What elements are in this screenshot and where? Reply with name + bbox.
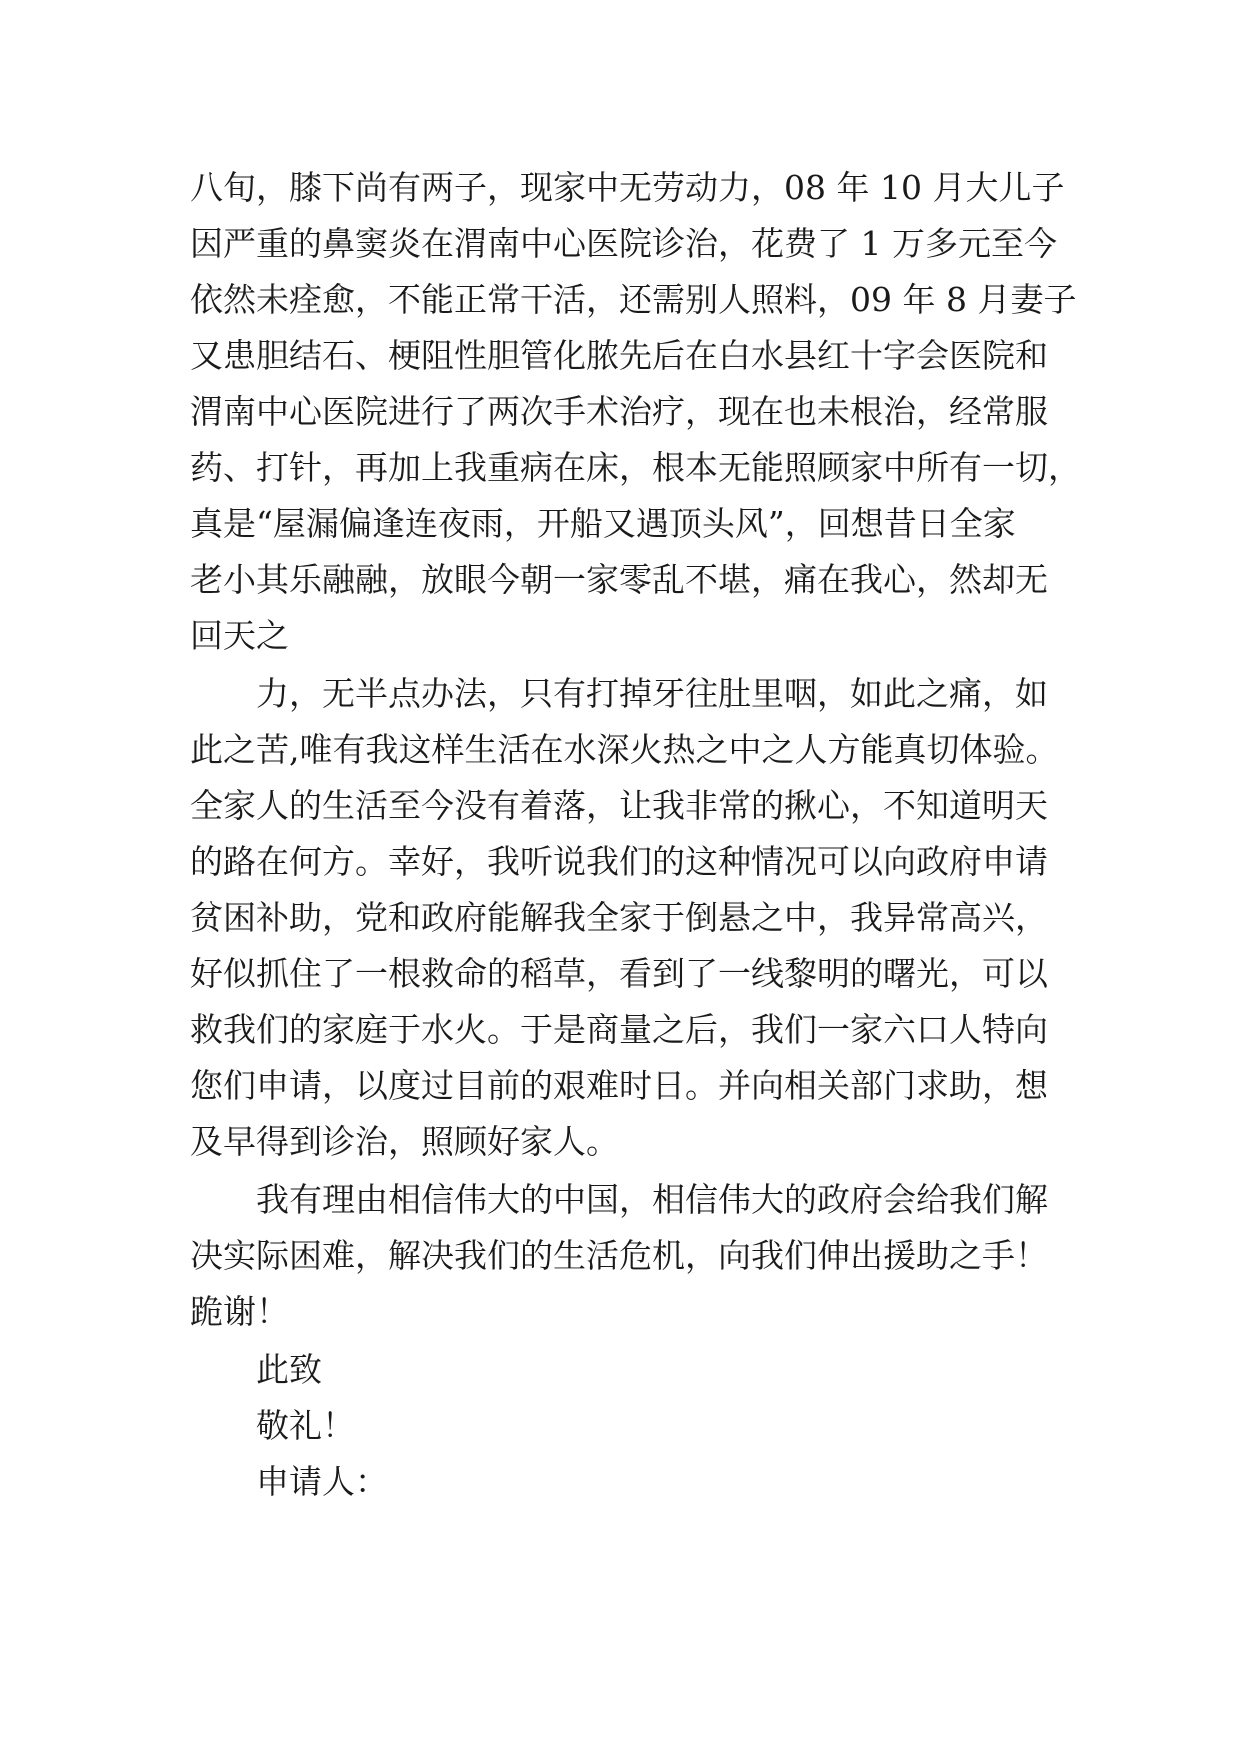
closing-respect: 敬礼！: [256, 1406, 355, 1445]
closing-salutation: 此致: [256, 1350, 322, 1389]
letter-line: 回天之: [190, 616, 289, 655]
letter-line: 及早得到诊治，照顾好家人。: [190, 1122, 619, 1161]
letter-line: 此之苦,唯有我这样生活在水深火热之中之人方能真切体验。: [190, 730, 1059, 769]
paragraph-start-line: 我有理由相信伟大的中国，相信伟大的政府会给我们解: [256, 1180, 1048, 1219]
letter-line: 决实际困难，解决我们的生活危机，向我们伸出援助之手！: [190, 1236, 1048, 1275]
letter-line: 药、打针，再加上我重病在床，根本无能照顾家中所有一切，: [190, 448, 1081, 487]
letter-line: 真是“屋漏偏逢连夜雨，开船又遇顶头风”，回想昔日全家: [190, 504, 1016, 543]
letter-line: 八旬，膝下尚有两子，现家中无劳动力，08 年 10 月大儿子: [190, 168, 1065, 207]
letter-line: 的路在何方。幸好，我听说我们的这种情况可以向政府申请: [190, 842, 1048, 881]
letter-line: 您们申请，以度过目前的艰难时日。并向相关部门求助，想: [190, 1066, 1048, 1105]
letter-line: 跪谢！: [190, 1292, 289, 1331]
letter-line: 贫困补助，党和政府能解我全家于倒悬之中，我异常高兴，: [190, 898, 1048, 937]
letter-line: 老小其乐融融，放眼今朝一家零乱不堪，痛在我心，然却无: [190, 560, 1048, 599]
letter-line: 渭南中心医院进行了两次手术治疗，现在也未根治，经常服: [190, 392, 1048, 431]
letter-line: 救我们的家庭于水火。于是商量之后，我们一家六口人特向: [190, 1010, 1048, 1049]
paragraph-start-line: 力，无半点办法，只有打掉牙往肚里咽，如此之痛，如: [256, 674, 1048, 713]
letter-line: 又患胆结石、梗阻性胆管化脓先后在白水县红十字会医院和: [190, 336, 1048, 375]
letter-line: 因严重的鼻窦炎在渭南中心医院诊治，花费了 1 万多元至今: [190, 224, 1057, 263]
letter-line: 全家人的生活至今没有着落，让我非常的揪心，不知道明天: [190, 786, 1048, 825]
signature-label: 申请人：: [256, 1462, 388, 1501]
letter-line: 依然未痊愈，不能正常干活，还需别人照料，09 年 8 月妻子: [190, 280, 1077, 319]
letter-line: 好似抓住了一根救命的稻草，看到了一线黎明的曙光，可以: [190, 954, 1048, 993]
